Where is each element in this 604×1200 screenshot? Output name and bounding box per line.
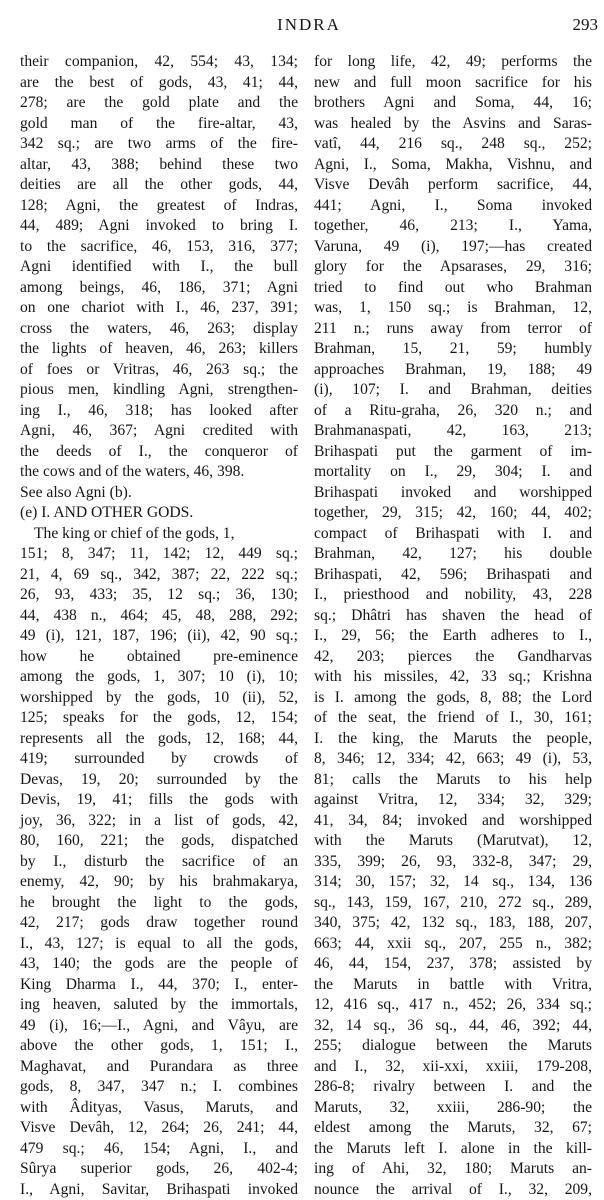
index-line: with the Maruts (Marutvat), 12, bbox=[314, 831, 592, 852]
index-line: 42, 203; pierces the Gandharvas bbox=[314, 647, 592, 668]
index-line: Agni, I., Soma, Makha, Vishnu, and bbox=[314, 155, 592, 176]
index-line: eldest among the Maruts, 32, 67; bbox=[314, 1118, 592, 1139]
index-line: was healed by the Asvins and Saras- bbox=[314, 114, 592, 135]
index-line: ing I., 46, 318; has looked after bbox=[20, 401, 298, 422]
index-line: 46, 44, 154, 237, 378; assisted by bbox=[314, 954, 592, 975]
index-line: gold man of the fire-altar, 43, bbox=[20, 114, 298, 135]
index-line: among the gods, 1, 307; 10 (i), 10; bbox=[20, 667, 298, 688]
index-line: I. the king, the Maruts the people, bbox=[314, 729, 592, 750]
index-line: was, 1, 150 sq.; is Brahman, 12, bbox=[314, 298, 592, 319]
page-number: 293 bbox=[573, 15, 599, 35]
index-line: 342 sq.; are two arms of the fire- bbox=[20, 134, 298, 155]
index-line: 12, 416 sq., 417 n., 452; 26, 334 sq.; bbox=[314, 995, 592, 1016]
index-line: 255; dialogue between the Maruts bbox=[314, 1036, 592, 1057]
index-line: on one chariot with I., 46, 237, 391; bbox=[20, 298, 298, 319]
index-line: of foes or Vritras, 46, 263 sq.; the bbox=[20, 360, 298, 381]
index-line: with his missiles, 42, 33 sq.; Krishna bbox=[314, 667, 592, 688]
index-line: (i), 107; I. and Brahman, deities bbox=[314, 380, 592, 401]
index-line: 479 sq.; 46, 154; Agni, I., and bbox=[20, 1139, 298, 1160]
index-line: above the other gods, 1, 151; I., bbox=[20, 1036, 298, 1057]
index-line: Brihaspati invoked and worshipped bbox=[314, 483, 592, 504]
index-line: worshipped by the gods, 10 (ii), 52, bbox=[20, 688, 298, 709]
index-line: 441; Agni, I., Soma invoked bbox=[314, 196, 592, 217]
index-line: gods, 8, 347, 347 n.; I. combines bbox=[20, 1077, 298, 1098]
index-line: 21, 4, 69 sq., 342, 387; 22, 222 sq.; bbox=[20, 565, 298, 586]
index-line: cross the waters, 46, 263; display bbox=[20, 319, 298, 340]
index-line: 81; calls the Maruts to his help bbox=[314, 770, 592, 791]
index-line: I., 29, 56; the Earth adheres to I., bbox=[314, 626, 592, 647]
index-line: represents all the gods, 12, 168; 44, bbox=[20, 729, 298, 750]
index-line: sq.; Dhâtri has shaven the head of bbox=[314, 606, 592, 627]
index-line: 278; are the gold plate and the bbox=[20, 93, 298, 114]
index-line: he brought the light to the gods, bbox=[20, 893, 298, 914]
index-line: I., Agni, Savitar, Brihaspati invoked bbox=[20, 1180, 298, 1200]
index-line: is I. among the gods, 8, 88; the Lord bbox=[314, 688, 592, 709]
index-line: 8, 346; 12, 334; 42, 663; 49 (i), 53, bbox=[314, 749, 592, 770]
index-line: together, 29, 315; 42, 160; 44, 402; bbox=[314, 503, 592, 524]
index-line: their companion, 42, 554; 43, 134; bbox=[20, 52, 298, 73]
index-line: 419; surrounded by crowds of bbox=[20, 749, 298, 770]
index-line: glory for the Apsarases, 29, 316; bbox=[314, 257, 592, 278]
index-line: Sûrya superior gods, 26, 402-4; bbox=[20, 1159, 298, 1180]
index-line: The king or chief of the gods, 1, bbox=[20, 524, 298, 545]
index-line: compact of Brihaspati with I. and bbox=[314, 524, 592, 545]
left-column bbox=[20, 52, 298, 1200]
index-line: King Dharma I., 44, 370; I., enter- bbox=[20, 975, 298, 996]
index-line: enemy, 42, 90; by his brahmakarya, bbox=[20, 872, 298, 893]
index-line: the deeds of I., the conqueror of bbox=[20, 442, 298, 463]
index-line: the Maruts left I. alone in the kill- bbox=[314, 1139, 592, 1160]
index-line: I., 43, 127; is equal to all the gods, bbox=[20, 934, 298, 955]
index-line: pious men, kindling Agni, strengthen- bbox=[20, 380, 298, 401]
index-line: 80, 160, 221; the gods, dispatched bbox=[20, 831, 298, 852]
index-line: 151; 8, 347; 11, 142; 12, 449 sq.; bbox=[20, 544, 298, 565]
index-line: Brahman, 42, 127; his double bbox=[314, 544, 592, 565]
index-line: mortality on I., 29, 304; I. and bbox=[314, 462, 592, 483]
running-head: INDRA bbox=[20, 15, 598, 35]
index-line: 335, 399; 26, 93, 332-8, 347; 29, bbox=[314, 852, 592, 873]
index-line: Agni identified with I., the bull bbox=[20, 257, 298, 278]
index-line: by I., disturb the sacrifice of an bbox=[20, 852, 298, 873]
index-line: with Âdityas, Vasus, Maruts, and bbox=[20, 1098, 298, 1119]
index-line: brothers Agni and Soma, 44, 16; bbox=[314, 93, 592, 114]
index-line: to the sacrifice, 46, 153, 316, 377; bbox=[20, 237, 298, 258]
index-line: sq., 143, 159, 167, 210, 272 sq., 289, bbox=[314, 893, 592, 914]
index-line: of the seat, the friend of I., 30, 161; bbox=[314, 708, 592, 729]
index-line: 44, 438 n., 464; 45, 48, 288, 292; bbox=[20, 606, 298, 627]
page-header bbox=[20, 15, 598, 37]
index-line: 314; 30, 157; 32, 14 sq., 134, 136 bbox=[314, 872, 592, 893]
index-line: Visve Devâh perform sacrifice, 44, bbox=[314, 175, 592, 196]
index-line: Brahman, 15, 21, 59; humbly bbox=[314, 339, 592, 360]
index-line: Maruts, 32, xxiii, 286-90; the bbox=[314, 1098, 592, 1119]
index-line: the cows and of the waters, 46, 398. bbox=[20, 462, 298, 483]
index-line: Brihaspati, 42, 596; Brihaspati and bbox=[314, 565, 592, 586]
index-line: ing heaven, saluted by the immortals, bbox=[20, 995, 298, 1016]
index-line: (e) I. AND OTHER GODS. bbox=[20, 503, 298, 524]
index-line: 286-8; rivalry between I. and the bbox=[314, 1077, 592, 1098]
index-line: nounce the arrival of I., 32, 209, bbox=[314, 1180, 592, 1200]
index-line: deities are all the other gods, 44, bbox=[20, 175, 298, 196]
index-line: approaches Brahman, 19, 188; 49 bbox=[314, 360, 592, 381]
index-line: of a Ritu-graha, 26, 320 n.; and bbox=[314, 401, 592, 422]
index-line: 211 n.; runs away from terror of bbox=[314, 319, 592, 340]
index-line: 49 (i), 121, 187, 196; (ii), 42, 90 sq.; bbox=[20, 626, 298, 647]
index-line: 41, 34, 84; invoked and worshipped bbox=[314, 811, 592, 832]
index-line: 125; speaks for the gods, 12, 154; bbox=[20, 708, 298, 729]
index-line: 42, 217; gods draw together round bbox=[20, 913, 298, 934]
right-column bbox=[314, 52, 592, 1200]
index-line: 49 (i), 16;—I., Agni, and Vâyu, are bbox=[20, 1016, 298, 1037]
index-line: new and full moon sacrifice for his bbox=[314, 73, 592, 94]
index-line: among beings, 46, 186, 371; Agni bbox=[20, 278, 298, 299]
index-line: Brahmanaspati, 42, 163, 213; bbox=[314, 421, 592, 442]
index-line: 340, 375; 42, 132 sq., 183, 188, 207, bbox=[314, 913, 592, 934]
index-line: Devis, 19, 41; fills the gods with bbox=[20, 790, 298, 811]
index-line: 44, 489; Agni invoked to bring I. bbox=[20, 216, 298, 237]
index-line: tried to find out who Brahman bbox=[314, 278, 592, 299]
index-line: Maghavat, and Purandara as three bbox=[20, 1057, 298, 1078]
index-line: how he obtained pre-eminence bbox=[20, 647, 298, 668]
index-line: for long life, 42, 49; performs the bbox=[314, 52, 592, 73]
index-line: 32, 14 sq., 36 sq., 44, 46, 392; 44, bbox=[314, 1016, 592, 1037]
index-line: Agni, 46, 367; Agni credited with bbox=[20, 421, 298, 442]
index-line: against Vritra, 12, 334; 32, 329; bbox=[314, 790, 592, 811]
index-line: Devas, 19, 20; surrounded by the bbox=[20, 770, 298, 791]
index-line: I., priesthood and nobility, 43, 228 bbox=[314, 585, 592, 606]
index-line: Brihaspati put the garment of im- bbox=[314, 442, 592, 463]
index-line: the lights of heaven, 46, 263; killers bbox=[20, 339, 298, 360]
index-line: altar, 43, 388; behind these two bbox=[20, 155, 298, 176]
index-line: vatî, 44, 216 sq., 248 sq., 252; bbox=[314, 134, 592, 155]
index-line: 128; Agni, the greatest of Indras, bbox=[20, 196, 298, 217]
index-line: and I., 32, xii-xxi, xxiii, 179-208, bbox=[314, 1057, 592, 1078]
index-line: are the best of gods, 43, 41; 44, bbox=[20, 73, 298, 94]
index-line: Visve Devâh, 12, 264; 26, 241; 44, bbox=[20, 1118, 298, 1139]
index-line: 43, 140; the gods are the people of bbox=[20, 954, 298, 975]
index-line: together, 46, 213; I., Yama, bbox=[314, 216, 592, 237]
index-line: the Maruts in battle with Vritra, bbox=[314, 975, 592, 996]
index-line: Varuna, 49 (i), 197;—has created bbox=[314, 237, 592, 258]
index-line: joy, 36, 322; in a list of gods, 42, bbox=[20, 811, 298, 832]
index-line: 26, 93, 433; 35, 12 sq.; 36, 130; bbox=[20, 585, 298, 606]
index-line: ing of Ahi, 32, 180; Maruts an- bbox=[314, 1159, 592, 1180]
index-line: See also Agni (b). bbox=[20, 483, 298, 504]
index-line: 663; 44, xxii sq., 207, 255 n., 382; bbox=[314, 934, 592, 955]
